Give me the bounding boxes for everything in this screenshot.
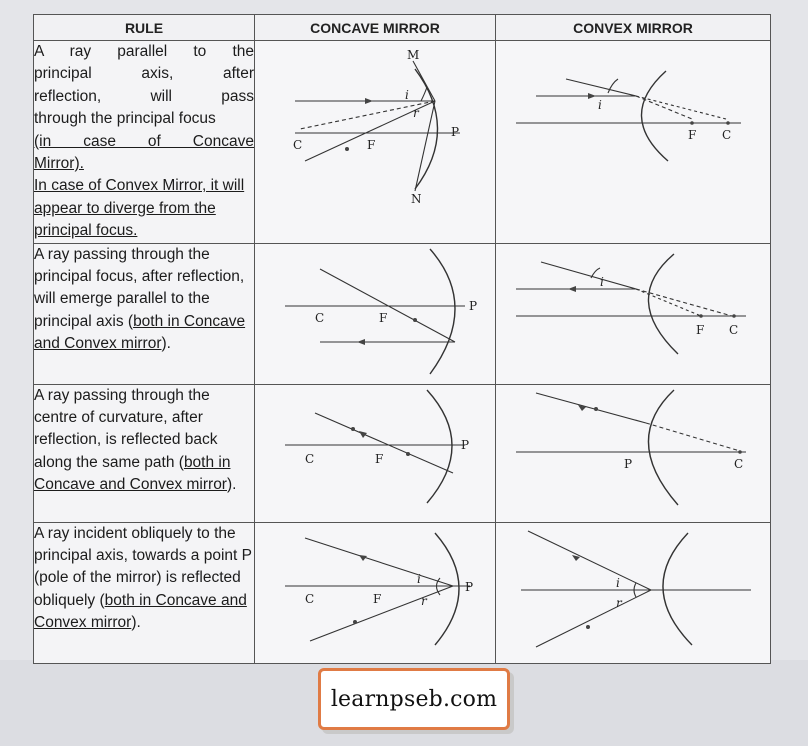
label-P: P bbox=[461, 437, 470, 452]
label-C: C bbox=[729, 322, 739, 337]
label-P: P bbox=[469, 298, 478, 313]
concave-diagram-3 bbox=[255, 384, 496, 522]
label-P: P bbox=[451, 125, 460, 139]
label-C: C bbox=[293, 138, 303, 152]
convex-diagram-4 bbox=[496, 522, 771, 663]
convex-ray-diagram-focus bbox=[496, 244, 770, 384]
label-F: F bbox=[373, 591, 382, 606]
label-i: i bbox=[600, 274, 604, 289]
label-F: F bbox=[367, 138, 376, 152]
header-rule: RULE bbox=[34, 15, 255, 41]
table-header-row bbox=[34, 15, 771, 41]
table-row bbox=[34, 522, 771, 663]
label-C: C bbox=[722, 128, 732, 142]
concave-ray-diagram-parallel bbox=[255, 41, 495, 241]
label-r: r bbox=[413, 106, 419, 120]
label-C: C bbox=[305, 451, 315, 466]
concave-ray-diagram-oblique bbox=[255, 523, 495, 663]
rule-text-1: A ray parallel to the principal axis, after reflection, will pass through the principal focus (in case of Concave Mirror). In case of Convex Mirror, it will appear to diverge from the principal focus. bbox=[34, 41, 255, 244]
table-row bbox=[34, 243, 771, 384]
label-N: N bbox=[411, 192, 422, 206]
watermark-text: learnpseb.com bbox=[330, 686, 498, 712]
convex-ray-diagram-centre bbox=[496, 385, 770, 522]
concave-ray-diagram-centre bbox=[255, 385, 495, 522]
label-i: i bbox=[616, 575, 620, 590]
table-row bbox=[34, 41, 771, 244]
concave-ray-diagram-focus bbox=[255, 244, 495, 384]
label-P: P bbox=[465, 579, 474, 594]
label-C: C bbox=[315, 310, 325, 325]
label-F: F bbox=[375, 451, 384, 466]
rule-text-3: A ray passing through the centre of curvature, after reflection, is reflected back along the same path (both in Concave and Convex mirror). bbox=[34, 384, 255, 522]
concave-diagram-4 bbox=[255, 522, 496, 663]
rule-text-4: A ray incident obliquely to the principal axis, towards a point P (pole of the mirror) is reflected obliquely (both in Concave and Convex mirror). bbox=[34, 522, 255, 663]
convex-diagram-3 bbox=[496, 384, 771, 522]
label-M: M bbox=[407, 48, 420, 62]
concave-diagram-1 bbox=[255, 41, 496, 244]
convex-diagram-1 bbox=[496, 41, 771, 244]
header-concave: CONCAVE MIRROR bbox=[255, 15, 496, 41]
concave-diagram-2 bbox=[255, 243, 496, 384]
label-P: P bbox=[624, 456, 633, 471]
label-F: F bbox=[379, 310, 388, 325]
watermark-badge bbox=[318, 668, 510, 730]
label-i: i bbox=[598, 98, 602, 112]
table-row bbox=[34, 384, 771, 522]
header-convex: CONVEX MIRROR bbox=[496, 15, 771, 41]
convex-diagram-2 bbox=[496, 243, 771, 384]
mirror-rules-table bbox=[33, 14, 771, 664]
label-r: r bbox=[616, 595, 622, 610]
label-C: C bbox=[734, 456, 744, 471]
convex-ray-diagram-oblique bbox=[496, 523, 770, 663]
convex-ray-diagram-parallel bbox=[496, 41, 770, 241]
label-i: i bbox=[417, 571, 421, 586]
label-r: r bbox=[421, 593, 427, 608]
label-F: F bbox=[688, 128, 697, 142]
rule-text-2: A ray passing through the principal focus, after reflection, will emerge parallel to the principal axis (both in Concave and Convex mirror). bbox=[34, 243, 255, 384]
label-i: i bbox=[405, 88, 409, 102]
label-C: C bbox=[305, 591, 315, 606]
label-F: F bbox=[696, 322, 705, 337]
